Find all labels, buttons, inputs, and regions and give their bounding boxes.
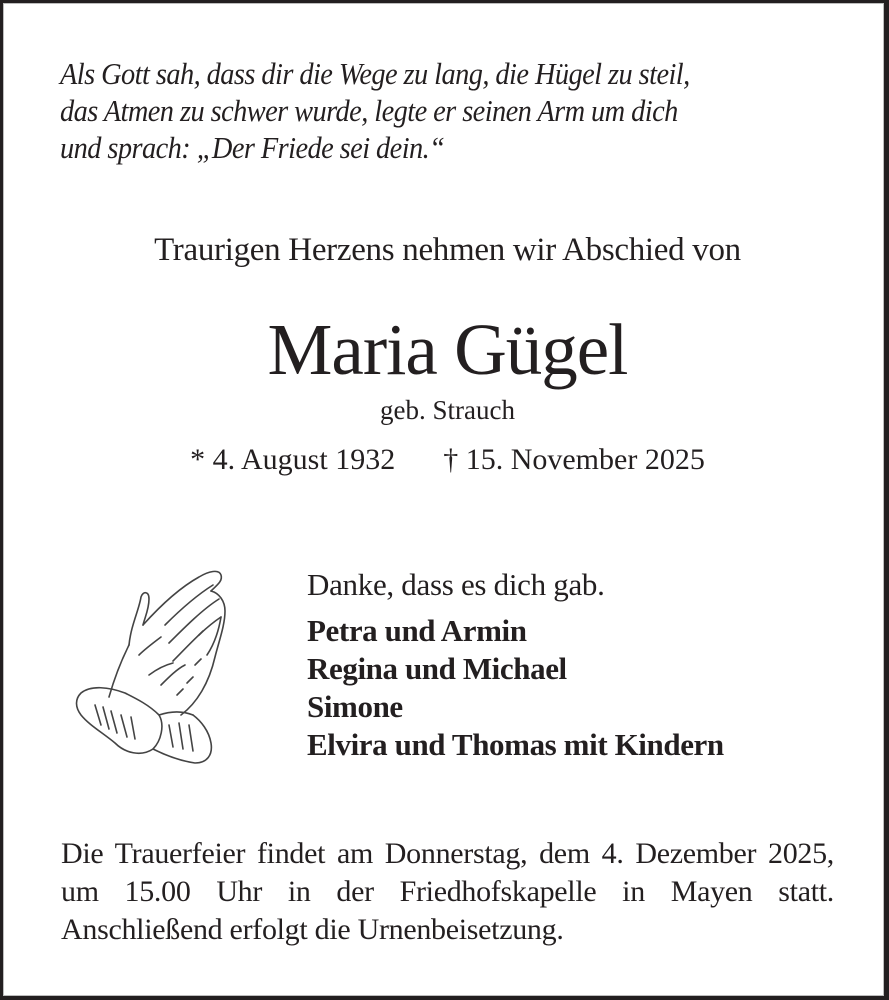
birth-date: * 4. August 1932 [190, 443, 396, 476]
praying-hands-icon [69, 565, 239, 773]
poem-line: und sprach: „Der Friede sei dein.“ [60, 131, 445, 165]
poem-line: Als Gott sah, dass dir die Wege zu lang, die Hügel zu steil, [60, 57, 690, 91]
obituary-card [3, 3, 884, 996]
mourners-list [307, 612, 724, 764]
life-dates [3, 440, 889, 480]
mourner-name: Simone [307, 689, 403, 724]
death-date: † 15. November 2025 [443, 443, 705, 476]
maiden-name: geb. Strauch [380, 395, 515, 425]
mourner-name: Elvira und Thomas mit Kindern [307, 727, 724, 762]
poem-verse [60, 56, 785, 167]
poem-line: das Atmen zu schwer wurde, legte er seinen Arm um dich [60, 94, 678, 128]
deceased-name: Maria Gügel [267, 309, 628, 390]
ceremony-details: Die Trauerfeier findet am Donnerstag, dem 4. Dezember 2025, um 15.00 Uhr in der Friedhofskapelle in Mayen statt. Anschließend erfolgt die Urnenbeisetzung. [61, 837, 834, 946]
intro-line: Traurigen Herzens nehmen wir Abschied von [154, 232, 741, 268]
thanks-line: Danke, dass es dich gab. [307, 567, 605, 602]
mourner-name: Regina und Michael [307, 651, 567, 686]
mourner-name: Petra und Armin [307, 613, 527, 648]
